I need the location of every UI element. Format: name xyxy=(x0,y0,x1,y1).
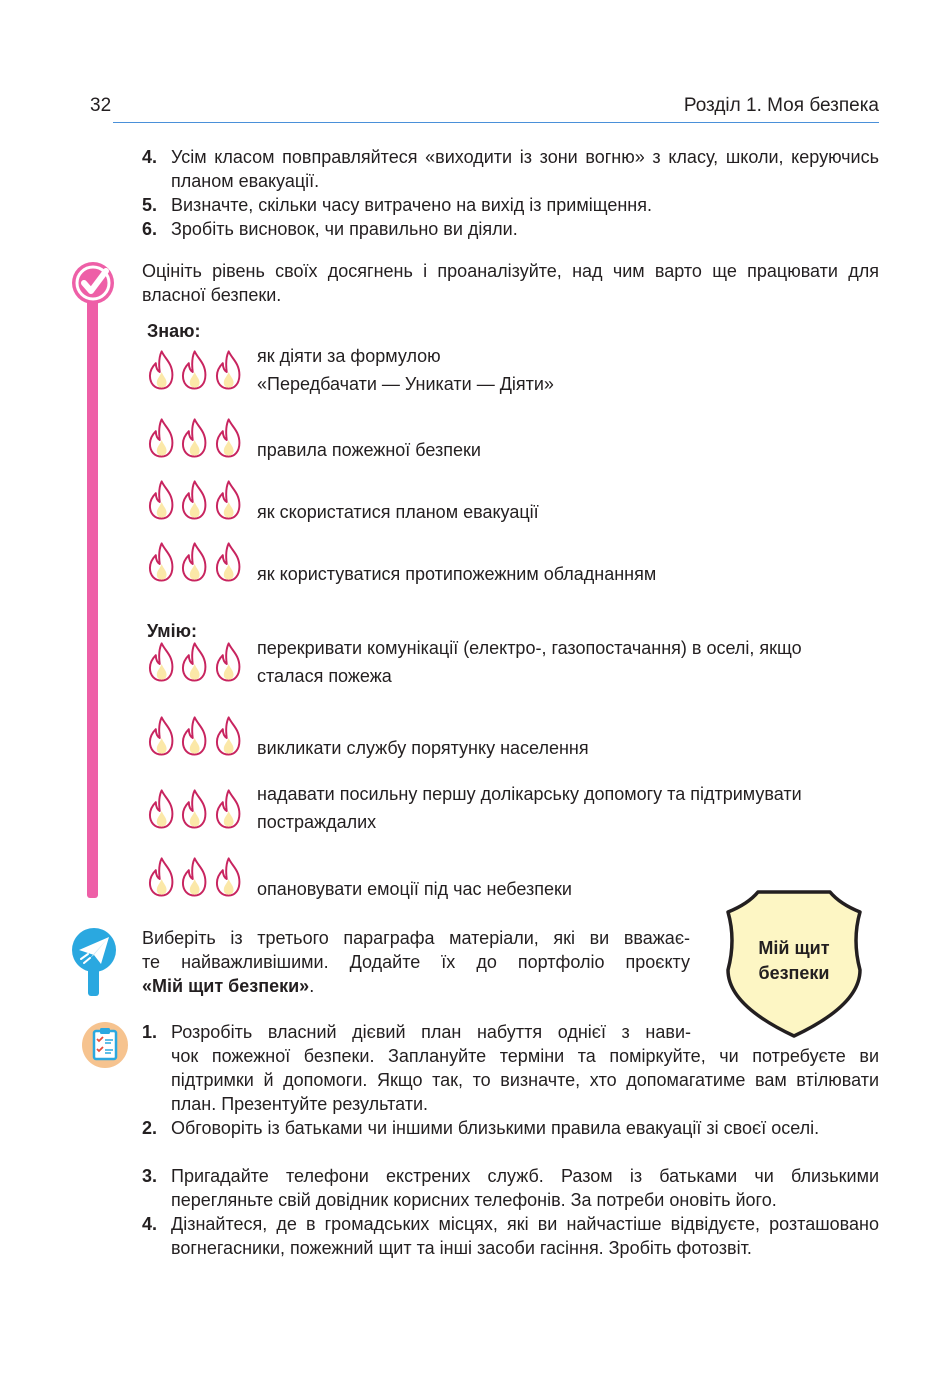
list-number: 4. xyxy=(142,1214,158,1234)
list-text: Дізнайтеся, де в громадських місцях, які ви найчастіше відвідуєте, розташовано вогнегасники, пожежний щит та інші засоби гасіння. Зробіть фотозвіт. xyxy=(171,1214,879,1258)
chapter-title: Розділ 1. Моя безпека xyxy=(683,95,879,116)
flame-icon[interactable] xyxy=(180,478,209,522)
flame-icon[interactable] xyxy=(214,714,243,758)
list-number: 2. xyxy=(142,1118,158,1138)
skill-text: викликати службу порятунку населення xyxy=(257,738,589,758)
know-label: Знаю: xyxy=(147,321,201,341)
flame-icon[interactable] xyxy=(180,416,209,460)
flame-icon[interactable] xyxy=(214,640,243,684)
rating-flames xyxy=(147,348,247,392)
skill-item xyxy=(257,734,879,762)
page-number: 32 xyxy=(90,95,112,116)
flame-icon[interactable] xyxy=(180,640,209,684)
list-text: Зробіть висновок, чи правильно ви діяли. xyxy=(171,219,518,239)
rating-flames xyxy=(147,714,247,758)
rating-flames xyxy=(147,787,247,831)
list-number: 4. xyxy=(142,147,158,167)
skill-item xyxy=(257,436,879,464)
flame-icon[interactable] xyxy=(214,416,243,460)
list-text: Розробіть власний дієвий план набуття однієї з нави- xyxy=(171,1022,691,1042)
checkmark-icon xyxy=(72,262,114,304)
list-text: Усім класом повправляйтеся «виходити із зони вогню» з класу, школи, керуючись планом евакуації. xyxy=(171,147,879,191)
flame-icon[interactable] xyxy=(180,540,209,584)
list-text: чок пожежної безпеки. Заплануйте терміни та поміркуйте, чи потребуєте ви підтримки й допомоги. Якщо так, то визначте, хто допомагатиме вам втілювати план. Презентуйте результати. xyxy=(171,1046,879,1114)
portfolio-line: Виберіть із третього параграфа матеріали, які ви вважає- xyxy=(142,928,690,948)
flame-icon[interactable] xyxy=(147,478,176,522)
rating-flames xyxy=(147,540,247,584)
portfolio-line: те найважливішими. Додайте їх до портфоліо проєкту xyxy=(142,952,690,972)
rating-flames xyxy=(147,478,247,522)
assessment-bar xyxy=(87,282,98,898)
flame-icon[interactable] xyxy=(214,855,243,899)
flame-icon[interactable] xyxy=(147,540,176,584)
flame-icon[interactable] xyxy=(147,787,176,831)
list-item xyxy=(142,1212,879,1284)
list-number: 5. xyxy=(142,195,158,215)
portfolio-marker xyxy=(88,966,99,996)
skill-item xyxy=(257,560,879,588)
skill-item xyxy=(257,634,879,690)
skill-text-cont: постраждалих xyxy=(257,812,377,832)
skill-text: опановувати емоції під час небезпеки xyxy=(257,879,572,899)
list-item xyxy=(142,145,879,193)
flame-icon[interactable] xyxy=(147,855,176,899)
shield-label: Мій щит безпеки xyxy=(758,938,830,983)
can-label: Умію: xyxy=(147,621,197,641)
skill-text-cont: сталася пожежа xyxy=(257,666,392,686)
assessment-intro: Оцініть рівень своїх досягнень і проаналізуйте, над чим варто ще працювати для власної безпеки. xyxy=(142,261,879,305)
list-number: 6. xyxy=(142,219,158,239)
flame-icon[interactable] xyxy=(214,787,243,831)
skill-text: надавати посильну першу долікарську допомогу та підтримувати xyxy=(257,784,802,804)
skill-item xyxy=(257,498,879,526)
flame-icon[interactable] xyxy=(214,478,243,522)
header-rule xyxy=(113,122,879,123)
skill-item xyxy=(257,342,879,398)
list-item xyxy=(142,193,879,217)
project-name: «Мій щит безпеки» xyxy=(142,976,310,996)
flame-icon[interactable] xyxy=(180,348,209,392)
list-text: Пригадайте телефони екстрених служб. Разом із батьками чи близькими перегляньте свій довідник корисних телефонів. За потреби оновіть його. xyxy=(171,1166,879,1210)
rating-flames xyxy=(147,640,247,684)
rating-flames xyxy=(147,416,247,460)
flame-icon[interactable] xyxy=(147,416,176,460)
list-item xyxy=(142,217,879,241)
flame-icon[interactable] xyxy=(214,348,243,392)
flame-icon[interactable] xyxy=(147,640,176,684)
list-item xyxy=(142,1164,879,1212)
list-number: 3. xyxy=(142,1166,158,1186)
skill-text: перекривати комунікації (електро-, газопостачання) в оселі, якщо xyxy=(257,638,802,658)
skill-item xyxy=(257,780,879,836)
skill-text: як користуватися протипожежним обладнанням xyxy=(257,564,657,584)
list-number: 1. xyxy=(142,1022,158,1042)
flame-icon[interactable] xyxy=(180,787,209,831)
flame-icon[interactable] xyxy=(147,714,176,758)
skill-text: як скористатися планом евакуації xyxy=(257,502,539,522)
portfolio-text xyxy=(142,926,690,998)
flame-icon[interactable] xyxy=(180,714,209,758)
rating-flames xyxy=(147,855,247,899)
skill-text: як діяти за формулою xyxy=(257,346,441,366)
clipboard-icon xyxy=(82,1022,128,1068)
list-text: Обговоріть із батьками чи іншими близькими правила евакуації зі своєї оселі. xyxy=(171,1118,820,1138)
skill-text: правила пожежної безпеки xyxy=(257,440,481,460)
flame-icon[interactable] xyxy=(147,348,176,392)
portfolio-line: «Мій щит безпеки». xyxy=(142,976,315,996)
skill-text-cont: «Передбачати — Уникати — Діяти» xyxy=(257,374,554,394)
list-text: Визначте, скільки часу витрачено на вихід із приміщення. xyxy=(171,195,652,215)
list-item xyxy=(142,1116,879,1164)
flame-icon[interactable] xyxy=(214,540,243,584)
flame-icon[interactable] xyxy=(180,855,209,899)
